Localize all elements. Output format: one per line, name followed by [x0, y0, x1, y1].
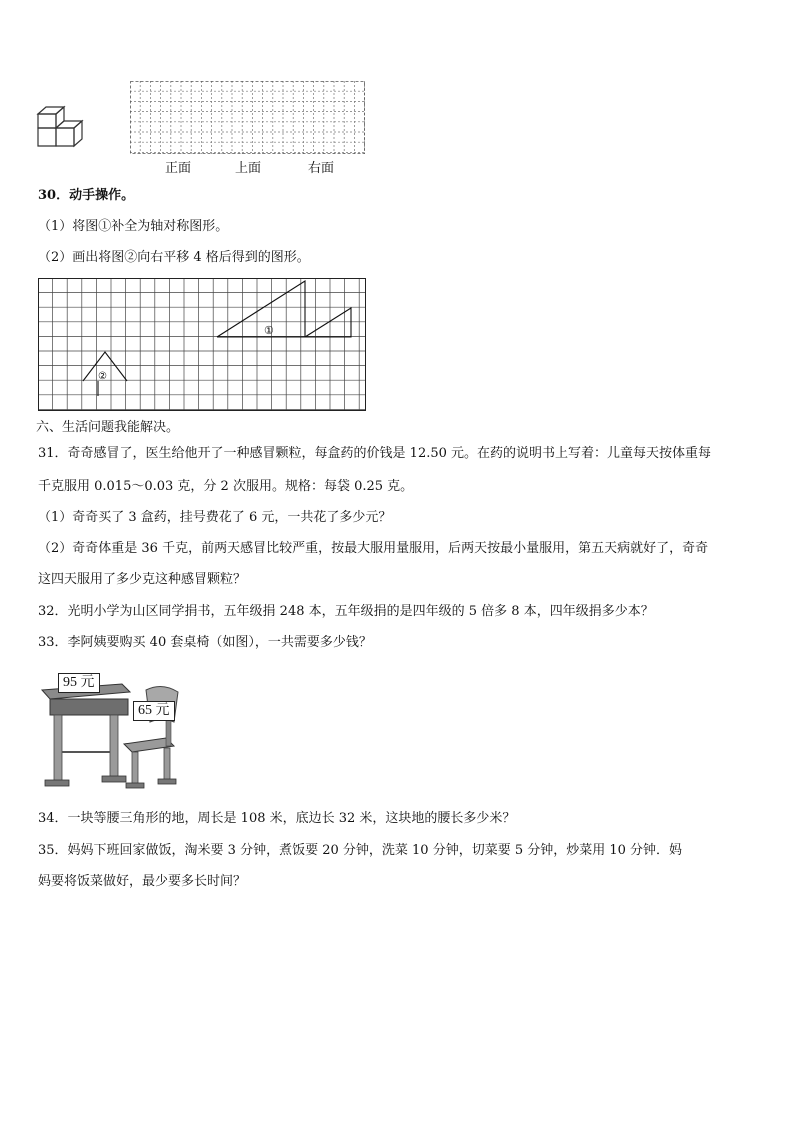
q35-line2: 妈要将饭菜做好，最少要多长时间？ [38, 874, 247, 889]
q35-line1: 35．妈妈下班回家做饭，淘米要 3 分钟，煮饭要 20 分钟，洗菜 10 分钟，切菜要 5 分钟，炒菜用 10 分钟．妈 [38, 843, 683, 858]
figure-2-label: ② [98, 371, 107, 382]
q30-part2: （2）画出将图②向右平移 4 格后得到的图形。 [38, 250, 310, 265]
right-view-label: 右面 [308, 161, 335, 176]
q30-title: 30．动手操作。 [38, 188, 135, 203]
section-6-title: 六、生活问题我能解决。 [36, 420, 180, 435]
q31-line1: 31．奇奇感冒了，医生给他开了一种感冒颗粒，每盒药的价钱是 12.50 元。在药的说明书上写着：儿童每天按体重每 [38, 446, 712, 461]
chair-price-tag: 65 元 [133, 701, 175, 721]
desk-price-tag: 95 元 [58, 673, 100, 693]
q31-part2-line2: 这四天服用了多少克这种感冒颗粒？ [38, 572, 247, 587]
translation-grid [38, 278, 368, 412]
figure-1-shape [217, 281, 351, 337]
q31-line2: 千克服用 0.015～0.03 克，分 2 次服用。规格：每袋 0.25 克。 [38, 479, 414, 494]
q32-text: 32．光明小学为山区同学捐书，五年级捐 248 本，五年级捐的是四年级的 5 倍多 8 本，四年级捐多少本？ [38, 604, 654, 619]
q31-part1: （1）奇奇买了 3 盒药，挂号费花了 6 元，一共花了多少元？ [38, 510, 392, 525]
q34-text: 34．一块等腰三角形的地，周长是 108 米，底边长 32 米，这块地的腰长多少米？ [38, 811, 516, 826]
figure-1-label: ① [264, 324, 274, 337]
view-drawing-grid [130, 81, 366, 155]
desk-icon [42, 684, 130, 786]
q31-part2-line1: （2）奇奇体重是 36 千克，前两天感冒比较严重，按最大服用量服用，后两天按最小量服用，第五天病就好了，奇奇 [38, 541, 709, 556]
front-view-label: 正面 [165, 161, 192, 176]
cube-stack-icon [36, 104, 88, 150]
top-view-label: 上面 [235, 161, 262, 176]
q30-part1: （1）将图①补全为轴对称图形。 [38, 219, 229, 234]
q33-text: 33．李阿姨要购买 40 套桌椅（如图），一共需要多少钱？ [38, 635, 372, 650]
